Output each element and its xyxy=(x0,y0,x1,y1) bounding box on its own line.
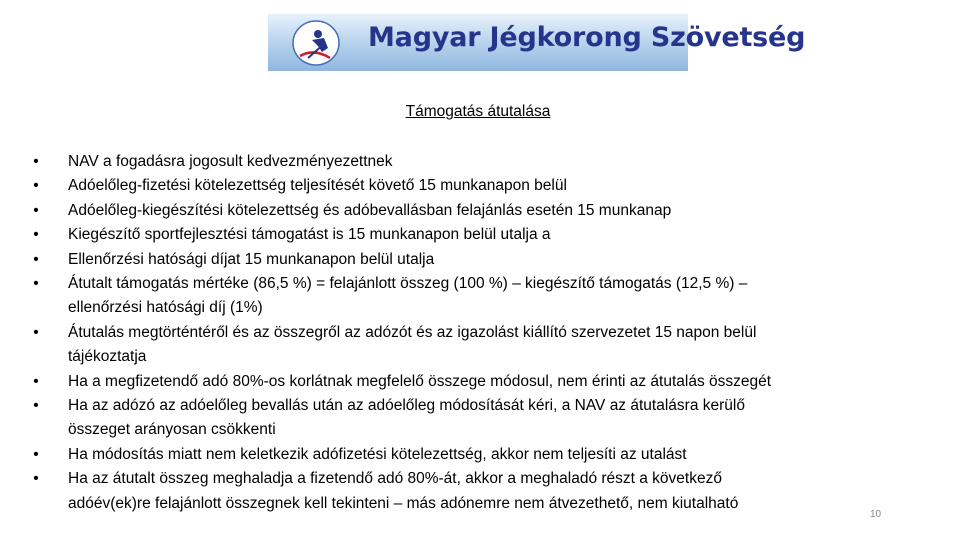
bullet-dot-icon: • xyxy=(33,397,39,415)
bullet-dot-icon: • xyxy=(33,177,39,195)
federation-logo-banner xyxy=(268,14,806,71)
slide-title: Támogatás átutalása xyxy=(405,103,551,120)
bullet-dot-icon: • xyxy=(33,201,39,219)
list-item xyxy=(30,321,930,370)
bullet-list xyxy=(30,150,930,516)
list-item xyxy=(30,467,930,516)
bullet-dot-icon: • xyxy=(33,323,39,341)
bullet-dot-icon: • xyxy=(33,372,39,390)
list-item-text: Ha az átutalt összeg meghaladja a fizetendő adó 80%-át, akkor a meghaladó részt a következő adóév(ek)re felajánlott összegnek kell tekinteni – más adónemre nem átvezethető, nem kiutalható xyxy=(68,470,739,512)
bullet-dot-icon: • xyxy=(33,470,39,488)
list-item-text: Ha az adózó az adóelőleg bevallás után az adóelőleg módosítását kéri, a NAV az átutalásra kerülő összeget arányosan csökkenti xyxy=(68,397,745,439)
bullet-dot-icon: • xyxy=(33,226,39,244)
list-item xyxy=(30,150,930,174)
list-item-text: Átutalt támogatás mértéke (86,5 %) = felajánlott összeg (100 %) – kiegészítő támogatás (12,5 %) – ellenőrzési hatósági díj (1%) xyxy=(68,275,748,317)
page-number: 10 xyxy=(870,509,882,520)
bullet-dot-icon: • xyxy=(33,250,39,268)
list-item xyxy=(30,394,930,443)
list-item xyxy=(30,370,930,394)
list-item-text: Ha a megfizetendő adó 80%-os korlátnak megfelelő összege módosul, nem érinti az átutalás összegét xyxy=(68,372,772,390)
hockey-player-emblem-icon xyxy=(278,18,362,67)
list-item xyxy=(30,272,930,321)
list-item xyxy=(30,199,930,223)
bullet-dot-icon: • xyxy=(33,153,39,170)
list-item-text: Átutalás megtörténtéről és az összegről az adózót és az igazolást kiállító szervezetet 15 napon belül tájékoztatja xyxy=(68,323,757,366)
list-item xyxy=(30,248,930,272)
list-item-text: NAV a fogadásra jogosult kedvezményezettnek xyxy=(68,153,393,170)
list-item-text: Ha módosítás miatt nem keletkezik adófizetési kötelezettség, akkor nem teljesíti az utalást xyxy=(68,445,687,463)
bullet-dot-icon: • xyxy=(33,445,39,463)
list-item xyxy=(30,174,930,198)
list-item-text: Kiegészítő sportfejlesztési támogatást is 15 munkanapon belül utalja a xyxy=(68,226,551,244)
list-item-text: Adóelőleg-fizetési kötelezettség teljesítését követő 15 munkanapon belül xyxy=(68,177,567,195)
bullet-dot-icon: • xyxy=(33,275,39,293)
list-item-text: Ellenőrzési hatósági díjat 15 munkanapon belül utalja xyxy=(68,250,435,268)
list-item xyxy=(30,223,930,247)
list-item-text: Adóelőleg-kiegészítési kötelezettség és adóbevallásban felajánlás esetén 15 munkanap xyxy=(68,201,672,219)
federation-name: Magyar Jégkorong Szövetség xyxy=(368,22,806,53)
list-item xyxy=(30,443,930,467)
